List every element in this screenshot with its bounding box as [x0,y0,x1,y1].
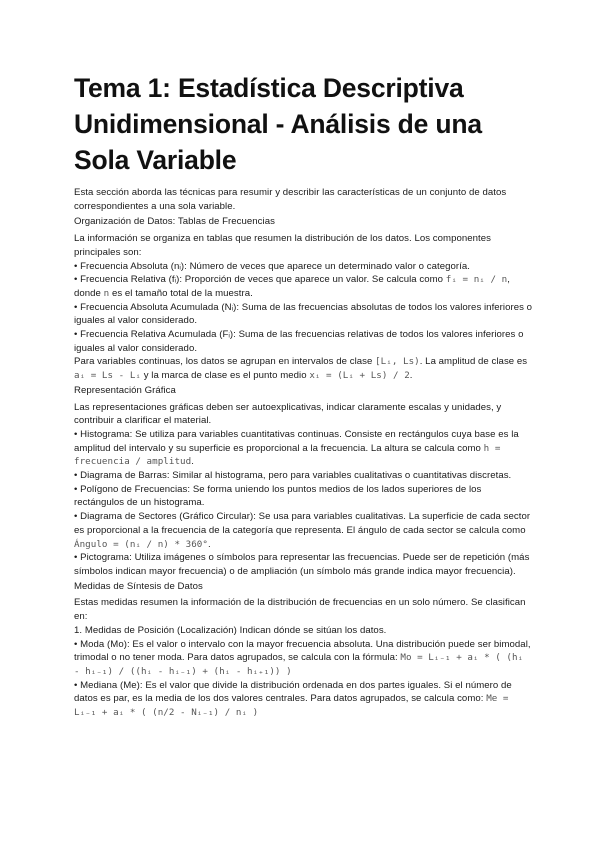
text-span: es el tamaño total de la muestra. [109,287,253,299]
text-span: . [409,370,413,382]
formula-marca-clase: xᵢ = (Lᵢ + Ls) / 2 [309,370,410,382]
text-span: , donde [74,274,510,299]
bullet-frecuencia-relativa-acumulada: • Frecuencia Relativa Acumulada (Fᵢ): Suma de las frecuencias relativas de todos los valores inferiores o iguales al valor considerado. [74,329,524,354]
bullet-histograma [74,428,534,469]
bullet-moda [74,638,534,679]
bullet-frecuencia-absoluta-acumulada: • Frecuencia Absoluta Acumulada (Nᵢ): Suma de las frecuencias absolutas de todos los valores inferiores o iguales al valor considerado. [74,301,533,327]
text-span: • Histograma: Se utiliza para variables cuantitativas continuas. Consiste en rectángulos cuya base es la amplitud del intervalo y su superficie es proporcional a la frecuencia. La altura se calcula como [74,428,519,454]
bullet-poligono-frecuencias: • Polígono de Frecuencias: Se forma uniendo los puntos medios de los lados superiores de los rectángulos de un histograma. [74,483,482,509]
text-span: . [191,456,194,468]
text-span: Para variables continuas, los datos se agrupan en intervalos de clase [74,356,376,368]
formula-amplitud: aᵢ = Ls - Lᵢ [74,370,141,382]
text-span: • Diagrama de Sectores (Gráfico Circular): Se usa para variables cualitativas. La superficie de cada sector es proporcional a la frecuencia de la categoría que representa. El ángulo de cada sector se calcula como [74,511,531,536]
bullet-frecuencia-absoluta: • Frecuencia Absoluta (nᵢ): Número de veces que aparece un determinado valor o categoría. [74,260,470,272]
bullet-pictograma: • Pictograma: Utiliza imágenes o símbolos para representar las frecuencias. Puede ser de repetición (más símbolos indican mayor frecuencia) o de ampliación (un símbolo más grande indica mayor frecuencia). [74,552,530,577]
formula-n: n [103,287,110,299]
formula-fi: fᵢ = nᵢ / n [445,274,508,286]
section-heading-graficos: Representación Gráfica [74,384,176,396]
bullet-frecuencia-relativa [74,273,534,300]
formula-intervalo: [Lᵢ, Ls) [375,356,420,368]
section-heading-sintesis: Medidas de Síntesis de Datos [74,580,203,592]
section-text-sintesis: Estas medidas resumen la información de la distribución de frecuencias en un solo número. Se clasifican en: [74,597,526,623]
formula-mediana: Me = Lᵢ₋₁ + aᵢ * ( (n/2 - Nᵢ₋₁) / nᵢ ) [74,693,509,719]
text-span: • Mediana (Me): Es el valor que divide la distribución ordenada en dos partes iguales. Si el número de datos es par, es la media de los dos valores centrales. Para datos agrupados, se calcula como: [74,679,512,705]
page-title: Tema 1: Estadística Descriptiva Unidimensional - Análisis de una Sola Variable [74,73,482,175]
text-span: • Moda (Mo): Es el valor o intervalo con la mayor frecuencia absoluta. Una distribución puede ser bimodal, trimodal o no tener moda. Para datos agrupados, se calcula con la fórmula: [74,638,531,664]
bullet-diagrama-sectores [74,510,534,551]
intro-paragraph: Esta sección aborda las técnicas para resumir y describir las características de un conjunto de datos correspondientes a una sola variable. [74,187,507,212]
text-span: . La amplitud de clase es [419,356,528,368]
formula-angulo: Ángulo = (nᵢ / n) * 360° [74,538,208,550]
text-span: • Frecuencia Relativa (fᵢ): Proporción de veces que aparece un valor. Se calcula como [74,274,446,286]
section-text-graficos: Las representaciones gráficas deben ser autoexplicativas, indicar claramente escalas y unidades, y contribuir a clarificar el material. [74,401,502,427]
paragraph-variables-continuas [74,355,534,382]
text-span: y la marca de clase es el punto medio [140,370,310,382]
formula-altura: h = frecuencia / amplitud [74,442,501,468]
section-heading-tables: Organización de Datos: Tablas de Frecuencias [74,216,275,228]
formula-moda: Mo = Lᵢ₋₁ + aᵢ * ( (hᵢ - hᵢ₋₁) / ((hᵢ - hᵢ₋₁) + (hᵢ - hᵢ₊₁)) ) [74,652,524,677]
text-span: . [207,538,211,550]
section-text-tables: La información se organiza en tablas que resumen la distribución de los datos. Los componentes principales son: [74,233,491,258]
subheading-medidas-posicion: 1. Medidas de Posición (Localización) Indican dónde se sitúan los datos. [74,624,387,636]
document-page [74,70,534,720]
bullet-diagrama-barras: • Diagrama de Barras: Similar al histograma, pero para variables cualitativas o cuantitativas discretas. [74,470,512,482]
bullet-mediana [74,679,534,720]
